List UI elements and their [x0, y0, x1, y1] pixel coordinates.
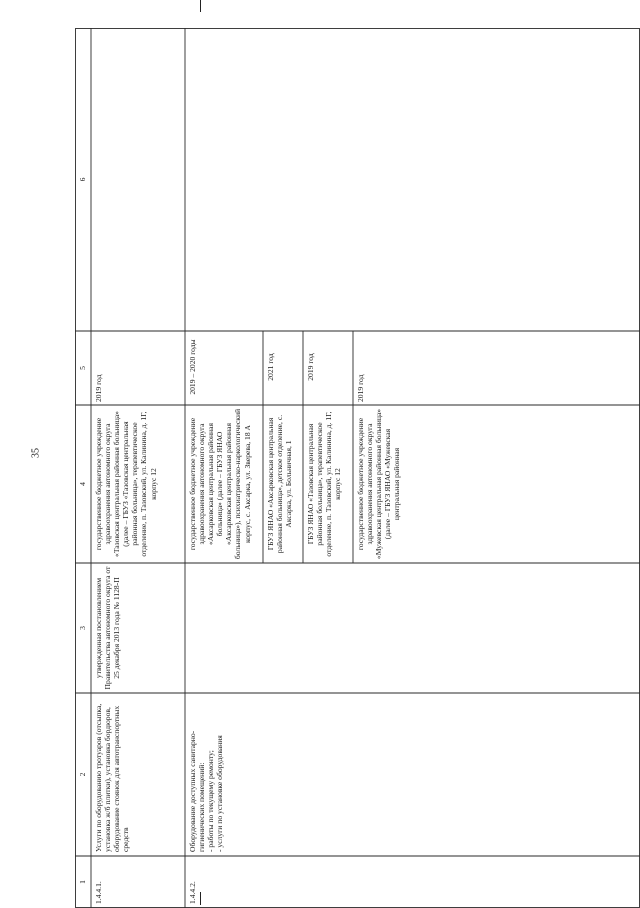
- period: 2019 год: [356, 374, 365, 402]
- institution: государственное бюджетное учреждение здравоохранения автономного округа «Тазовская центральная районная больница» (далее – ГБУЗ «Тазовская центральная районная больница», терапевтическое отделение, п. Тазовский, ул. Калинина, д. 1Г, корпус 12: [94, 411, 158, 557]
- column-header-6: 6: [78, 177, 87, 182]
- column-header-1: 1: [78, 880, 87, 884]
- institution: государственное бюджетное учреждение здравоохранения автономного округа «Аксарковская центральная районная больница» (далее – ГБУЗ ЯНАО «Аксарковская центральная районная больница»), психиатрическо-наркологический корпус, с. Аксарка, ул. Зверева, 18 А: [188, 408, 252, 560]
- column-header-5: 5: [78, 366, 87, 370]
- period: 2019 – 2020 годы: [188, 339, 197, 395]
- institution: ГБУЗ ЯНАО «Тазовская центральная районная больница», терапевтическое отделение, п. Тазовский, ул. Калинина, д. 1Г, корпус 12: [306, 411, 343, 557]
- row-number: 1.4.4.1.: [94, 881, 103, 904]
- period: 2019 год: [94, 374, 103, 402]
- scan-edge-mark-top: [200, 0, 201, 12]
- institution: государственное бюджетное учреждение здравоохранения автономного округа «Мужевская центральная районная больница» (далее – ГБУЗ ЯНАО «Мужевская центральная районная: [356, 408, 402, 560]
- page-number: 35: [30, 448, 42, 458]
- institution: ГБУЗ ЯНАО «Аксарковская центральная районная больница», детское отделение, с. Аксарка, ул. Больничная, 1: [266, 414, 294, 554]
- column-header-2: 2: [78, 772, 87, 777]
- period: 2019 год: [306, 353, 315, 381]
- service-name: Оборудование доступных санитарно-гигиенических помещений: - работы по текущему ремонту; - услуги по установке оборудования: [188, 730, 225, 852]
- legal-basis: утвержденная постановлением Правительства автономного округа от 25 декабря 2013 года № 1128-П: [94, 566, 122, 690]
- column-header-3: 3: [78, 626, 87, 630]
- service-name: Услуги по оборудованию тротуаров (отсыпка, установка ж/б плитки), установка бордюров, оборудование стоянок для автотранспортных средств: [94, 703, 131, 852]
- column-header-4: 4: [78, 482, 87, 486]
- rotated-table: [75, 28, 640, 908]
- row-number: 1.4.4.2.: [188, 881, 197, 904]
- period: 2021 год: [266, 353, 275, 381]
